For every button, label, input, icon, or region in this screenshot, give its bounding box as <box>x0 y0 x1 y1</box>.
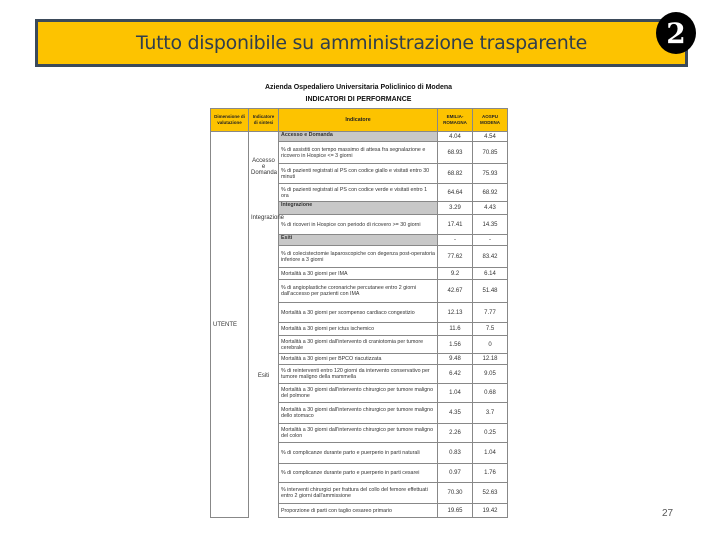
emilia-romagna-value: 4.04 <box>438 132 473 142</box>
indicator-cell: Mortalità a 30 giorni dall'intervento chirurgico per tumore maligno dello stomaco <box>279 403 438 424</box>
table-row <box>211 132 508 142</box>
group-cell: Esiti <box>249 235 279 518</box>
header-emilia-romagna: EMILIA-ROMAGNA <box>438 109 473 132</box>
title-banner <box>35 19 688 67</box>
modena-value: 4.43 <box>473 202 508 215</box>
modena-value: 9.05 <box>473 365 508 384</box>
modena-value: 68.92 <box>473 184 508 202</box>
emilia-romagna-value: 68.82 <box>438 164 473 184</box>
indicator-cell: Mortalità a 30 giorni per BPCO riacutizzata <box>279 354 438 365</box>
emilia-romagna-value: 68.93 <box>438 142 473 164</box>
document-title: Azienda Ospedaliero Universitaria Policlinico di Modena <box>264 84 453 91</box>
emilia-romagna-value: 0.97 <box>438 464 473 483</box>
modena-value: 83.42 <box>473 246 508 268</box>
modena-value: 6.14 <box>473 268 508 280</box>
table-row <box>211 235 508 246</box>
indicator-cell: % di pazienti registrati al PS con codice verde e visitati entro 1 ora <box>279 184 438 202</box>
performance-table <box>210 108 508 518</box>
emilia-romagna-value: 12.13 <box>438 303 473 323</box>
modena-value: 14.35 <box>473 215 508 235</box>
indicator-cell: Esiti <box>279 235 438 246</box>
header-indicator: Indicatore <box>279 109 438 132</box>
modena-value: 52.63 <box>473 483 508 504</box>
header-aospu-modena: AOSPU MODENA <box>473 109 508 132</box>
page-number: 27 <box>662 508 674 519</box>
indicator-cell: % di angioplastiche coronariche percutanee entro 2 giorni dall'accesso per pazienti con IMA <box>279 280 438 303</box>
modena-value: 4.54 <box>473 132 508 142</box>
dimension-cell: UTENTE <box>211 132 249 518</box>
indicator-cell: % interventi chirurgici per frattura del collo del femore effettuati entro 2 giorni dall'ammissione <box>279 483 438 504</box>
modena-value: 70.85 <box>473 142 508 164</box>
indicator-cell: % di assistiti con tempo massimo di attesa fra segnalazione e ricovero in Hospice <= 3 giorni <box>279 142 438 164</box>
modena-value: - <box>473 235 508 246</box>
emilia-romagna-value: 17.41 <box>438 215 473 235</box>
emilia-romagna-value: 19.65 <box>438 504 473 518</box>
modena-value: 1.76 <box>473 464 508 483</box>
modena-value: 3.7 <box>473 403 508 424</box>
indicator-cell: % di pazienti registrati al PS con codice giallo e visitati entro 30 minuti <box>279 164 438 184</box>
banner-title: Tutto disponibile su amministrazione trasparente <box>136 32 587 54</box>
indicator-cell: Mortalità a 30 giorni dall'intervento chirurgico per tumore maligno del colon <box>279 424 438 443</box>
emilia-romagna-value: 6.42 <box>438 365 473 384</box>
document-subtitle: INDICATORI DI PERFORMANCE <box>305 96 412 103</box>
indicator-cell: Mortalità a 30 giorni per ictus ischemico <box>279 323 438 336</box>
indicator-cell: % di ricoveri in Hospice con periodo di ricovero >= 30 giorni <box>279 215 438 235</box>
emilia-romagna-value: 9.48 <box>438 354 473 365</box>
emilia-romagna-value: 70.30 <box>438 483 473 504</box>
header-dimension: Dimensione di valutazione <box>211 109 249 132</box>
table-row <box>211 202 508 215</box>
emilia-romagna-value: 77.62 <box>438 246 473 268</box>
emilia-romagna-value: 2.26 <box>438 424 473 443</box>
group-cell: Accesso e Domanda <box>249 132 279 202</box>
modena-value: 75.93 <box>473 164 508 184</box>
emilia-romagna-value: 4.35 <box>438 403 473 424</box>
modena-value: 1.04 <box>473 443 508 464</box>
emilia-romagna-value: 3.29 <box>438 202 473 215</box>
emilia-romagna-value: 1.56 <box>438 336 473 354</box>
indicator-cell: Mortalità a 30 giorni per IMA <box>279 268 438 280</box>
modena-value: 19.42 <box>473 504 508 518</box>
header-synthesis: Indicatore di sintesi <box>249 109 279 132</box>
modena-value: 7.77 <box>473 303 508 323</box>
emilia-romagna-value: 1.04 <box>438 384 473 403</box>
emilia-romagna-value: - <box>438 235 473 246</box>
emilia-romagna-value: 0.83 <box>438 443 473 464</box>
indicator-cell: Integrazione <box>279 202 438 215</box>
modena-value: 51.48 <box>473 280 508 303</box>
emilia-romagna-value: 64.64 <box>438 184 473 202</box>
group-cell: Integrazione <box>249 202 279 235</box>
modena-value: 7.5 <box>473 323 508 336</box>
indicator-cell: Mortalità a 30 giorni dall'intervento di craniotomia per tumore cerebrale <box>279 336 438 354</box>
emilia-romagna-value: 42.67 <box>438 280 473 303</box>
number-badge: 2 <box>656 12 696 54</box>
indicator-cell: % di complicanze durante parto e puerperio in parti naturali <box>279 443 438 464</box>
table-header <box>211 109 508 132</box>
modena-value: 0.25 <box>473 424 508 443</box>
indicator-cell: % di reinterventi entro 120 giorni da intervento conservativo per tumore maligno della mammella <box>279 365 438 384</box>
indicator-cell: % di colecistectomie laparoscopiche con degenza post-operatoria inferiore a 3 giorni <box>279 246 438 268</box>
indicator-cell: Mortalità a 30 giorni dall'intervento chirurgico per tumore maligno del polmone <box>279 384 438 403</box>
indicator-cell: Proporzione di parti con taglio cesareo primario <box>279 504 438 518</box>
modena-value: 0.68 <box>473 384 508 403</box>
indicator-cell: Accesso e Domanda <box>279 132 438 142</box>
emilia-romagna-value: 9.2 <box>438 268 473 280</box>
emilia-romagna-value: 11.6 <box>438 323 473 336</box>
modena-value: 12.18 <box>473 354 508 365</box>
indicator-cell: % di complicanze durante parto e puerperio in parti cesarei <box>279 464 438 483</box>
indicator-cell: Mortalità a 30 giorni per scompenso cardiaco congestizio <box>279 303 438 323</box>
modena-value: 0 <box>473 336 508 354</box>
